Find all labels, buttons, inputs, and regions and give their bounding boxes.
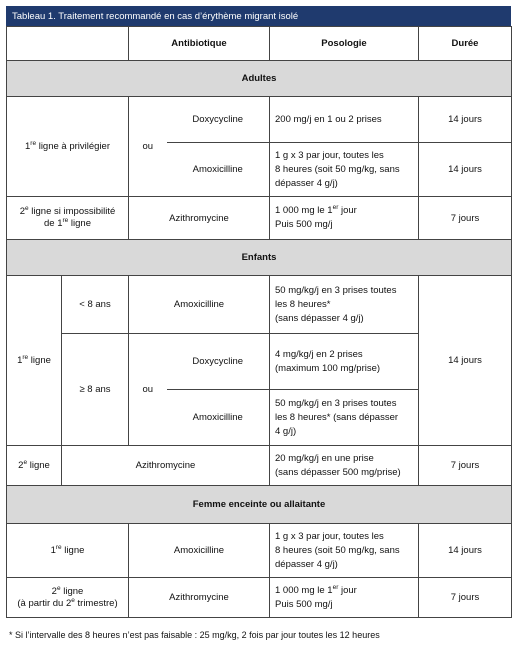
- enfants-amox2-posologie: 50 mg/kg/j en 3 prises toutes les 8 heures* (sans dépasser 4 g/j): [270, 390, 419, 446]
- header-antibiotique: Antibiotique: [129, 27, 270, 61]
- femme-amox-posologie: 1 g x 3 par jour, toutes les 8 heures (soit 50 mg/kg, sans dépasser 4 g/j): [270, 524, 419, 578]
- section-row-adultes: [7, 61, 512, 97]
- adultes-doxy-duree: 14 jours: [419, 97, 512, 143]
- treatment-table-container: [6, 6, 511, 618]
- adultes-amox: Amoxicilline: [167, 143, 270, 197]
- adultes-azith: Azithromycine: [129, 197, 270, 240]
- table-row: [7, 197, 512, 240]
- femme-amox: Amoxicilline: [129, 524, 270, 578]
- table-title: Tableau 1. Traitement recommandé en cas d’érythème migrant isolé: [6, 6, 511, 26]
- enfants-lt8: < 8 ans: [62, 276, 129, 334]
- enfants-doxy: Doxycycline: [167, 334, 270, 390]
- section-row-enfants: [7, 240, 512, 276]
- header-empty-cell: [7, 27, 129, 61]
- enfants-doxy-posologie: 4 mg/kg/j en 2 prises (maximum 100 mg/prise): [270, 334, 419, 390]
- adultes-doxy: Doxycycline: [167, 97, 270, 143]
- header-row: [7, 27, 512, 61]
- femme-first-line-label: 1re ligne: [7, 524, 129, 578]
- adultes-amox-posologie: 1 g x 3 par jour, toutes les 8 heures (soit 50 mg/kg, sans dépasser 4 g/j): [270, 143, 419, 197]
- adultes-azith-duree: 7 jours: [419, 197, 512, 240]
- section-femme: Femme enceinte ou allaitante: [7, 486, 512, 524]
- section-adultes: Adultes: [7, 61, 512, 97]
- adultes-doxy-posologie: 200 mg/j en 1 ou 2 prises: [270, 97, 419, 143]
- adultes-amox-duree: 14 jours: [419, 143, 512, 197]
- enfants-amox1: Amoxicilline: [129, 276, 270, 334]
- header-posologie: Posologie: [270, 27, 419, 61]
- adultes-second-line-label: 2e ligne si impossibilité de 1re ligne: [7, 197, 129, 240]
- table-row: [7, 578, 512, 618]
- femme-azith-duree: 7 jours: [419, 578, 512, 618]
- femme-amox-duree: 14 jours: [419, 524, 512, 578]
- enfants-amox2: Amoxicilline: [167, 390, 270, 446]
- enfants-ou: ou: [129, 334, 167, 446]
- treatment-table: [6, 26, 512, 618]
- enfants-first-line-label: 1re ligne: [7, 276, 62, 446]
- femme-azith: Azithromycine: [129, 578, 270, 618]
- adultes-ou: ou: [129, 97, 167, 197]
- adultes-first-line-label: 1re ligne à privilégier: [7, 97, 129, 197]
- enfants-second-line-label: 2e ligne: [7, 446, 62, 486]
- table-row: [7, 446, 512, 486]
- enfants-azith: Azithromycine: [62, 446, 270, 486]
- adultes-azith-posologie: 1 000 mg le 1er jour Puis 500 mg/j: [270, 197, 419, 240]
- enfants-amox1-posologie: 50 mg/kg/j en 3 prises toutes les 8 heures* (sans dépasser 4 g/j): [270, 276, 419, 334]
- section-row-femme: [7, 486, 512, 524]
- enfants-ge8: ≥ 8 ans: [62, 334, 129, 446]
- section-enfants: Enfants: [7, 240, 512, 276]
- femme-azith-posologie: 1 000 mg le 1er jour Puis 500 mg/j: [270, 578, 419, 618]
- enfants-first-line-duree: 14 jours: [419, 276, 512, 446]
- enfants-azith-posologie: 20 mg/kg/j en une prise (sans dépasser 500 mg/prise): [270, 446, 419, 486]
- footnote: * Si l’intervalle des 8 heures n’est pas faisable : 25 mg/kg, 2 fois par jour toutes les 12 heures: [9, 630, 380, 640]
- table-row: [7, 97, 512, 143]
- femme-second-line-label: 2e ligne (à partir du 2e trimestre): [7, 578, 129, 618]
- table-row: [7, 524, 512, 578]
- enfants-azith-duree: 7 jours: [419, 446, 512, 486]
- table-row: [7, 276, 512, 334]
- header-duree: Durée: [419, 27, 512, 61]
